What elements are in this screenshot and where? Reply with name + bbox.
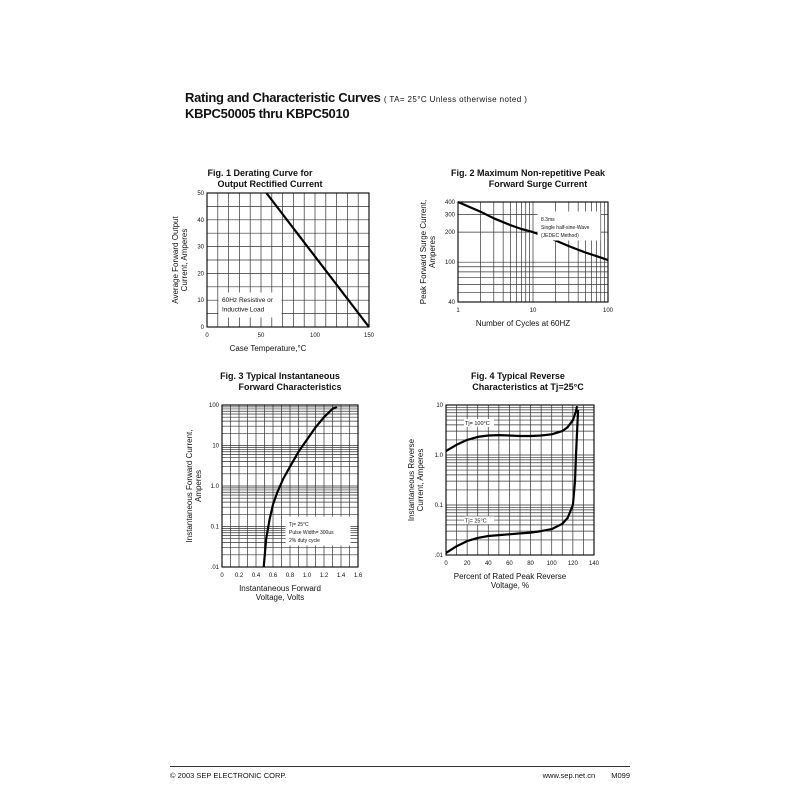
fig1-xtick-label-1: 50 [257,333,265,339]
fig3-xtick-label-5: 1.0 [302,573,312,579]
fig1-ytick-label-0: 0 [200,325,204,331]
header-title: Rating and Characteristic Curves [185,90,381,105]
fig3-ytick-label-2: 1.0 [210,484,219,490]
fig2-ytick-label-0: 40 [448,300,455,306]
fig3-annotation-line-2: 2% duty cycle [289,538,320,544]
page-footer [170,766,630,780]
fig4-title-line-1: Characteristics at Tj=25°C [472,382,584,392]
fig2-annotation-line-1: Single half-sine-Wave [541,225,590,231]
footer-right [529,771,630,780]
fig4-reverse-characteristics [400,363,630,613]
fig1-xlabel-0: Case Temperature,°C [229,344,307,353]
fig4-xtick-label-4: 80 [527,561,534,567]
footer-code: M099 [611,771,630,780]
fig2-xtick-label-0: 1 [456,308,460,314]
fig1-ytick-label-3: 30 [197,244,204,251]
fig2-svg [410,160,630,370]
fig2-ytick-label-3: 300 [444,212,455,219]
fig3-ytick-label-3: 10 [212,443,219,450]
fig4-xtick-label-0: 0 [444,561,448,567]
fig2-xlabel-0: Number of Cycles at 60HZ [475,319,571,328]
fig4-xtick-label-1: 20 [463,561,471,567]
fig4-xlabel-1: Voltage, % [490,581,530,590]
fig3-xtick-label-3: 0.6 [268,573,278,579]
fig4-xtick-label-3: 60 [506,561,513,567]
header-subtitle: KBPC50005 thru KBPC5010 [185,106,350,121]
fig1-title-line-1: Output Rectified Current [217,179,323,189]
fig2-ytick-label-1: 100 [444,260,455,267]
fig2-ytick-label-4: 400 [444,200,455,206]
fig3-xlabel-1: Voltage, Volts [255,593,305,602]
fig3-title-line-0: Fig. 3 Typical Instantaneous [220,371,340,381]
fig4-ylabel-1: Current, Amperes [416,448,425,512]
fig1-ytick-label-4: 40 [197,217,204,224]
fig4-ytick-label-1: 0.1 [434,503,443,509]
fig1-xtick-label-0: 0 [205,333,209,339]
fig3-xtick-label-6: 1.2 [319,573,329,579]
fig3-annotation-line-1: Pulse Width= 300us [289,530,334,536]
fig3-xlabel-0: Instantaneous Forward [239,584,321,593]
fig2-title-line-0: Fig. 2 Maximum Non-repetitive Peak [450,168,606,178]
fig1-ylabel-0: Average Forward Output [171,216,180,304]
fig4-ylabel-0: Instantaneous Reverse [407,438,416,522]
fig4-ytick-label-3: 10 [436,403,443,409]
fig2-xtick-label-1: 10 [529,308,537,314]
fig3-xtick-label-0: 0 [220,573,224,579]
fig1-svg [160,160,390,370]
fig1-xtick-label-2: 100 [309,333,321,339]
fig4-xtick-label-7: 140 [588,561,600,567]
fig4-title-line-0: Fig. 4 Typical Reverse [471,371,565,381]
fig4-xtick-label-2: 40 [484,561,492,567]
fig1-ytick-label-1: 10 [197,298,204,305]
fig2-annotation-line-0: 8.3ms [541,217,555,223]
fig3-ytick-label-0: .01 [210,565,219,571]
fig4-ytick-label-0: .01 [434,553,443,559]
fig4-xtick-label-6: 120 [567,561,578,567]
fig2-ylabel-0: Peak Forward Surge Current, [419,199,428,305]
fig1-ytick-label-5: 50 [197,191,204,197]
page-header [185,90,527,121]
fig2-title-line-1: Forward Surge Current [488,179,588,189]
fig3-xtick-label-7: 1.4 [336,573,346,579]
fig2-xtick-label-2: 100 [602,308,614,314]
fig2-ylabel-1: Amperes [428,235,437,269]
fig3-xtick-label-8: 1.6 [353,573,363,579]
fig1-xtick-label-3: 150 [363,333,375,339]
fig3-xtick-label-1: 0.2 [234,573,244,579]
fig4-svg [400,363,630,613]
fig3-title-line-1: Forward Characteristics [238,382,342,392]
fig1-title-line-0: Fig. 1 Derating Curve for [207,168,313,178]
fig4-series-label-0: Tj= 100°C [465,420,490,427]
header-condition: ( TA= 25°C Unless otherwise noted ) [383,95,528,104]
fig3-ylabel-0: Instantaneous Forward Current, [185,429,194,543]
fig4-xlabel-0: Percent of Rated Peak Reverse [453,572,567,581]
fig4-series-label-1: Tj= 25°C [465,518,487,525]
footer-website: www.sep.net.cn [542,771,596,780]
fig2-surge-current [410,160,630,370]
fig2-ytick-label-2: 200 [444,230,455,237]
fig3-xtick-label-2: 0.4 [251,573,261,579]
header-title-line [185,90,527,105]
fig3-annotation-line-0: Tj= 25°C [289,522,309,528]
fig1-annotation-line-1: Inductive Load [222,306,265,314]
fig4-ytick-label-2: 1.0 [434,453,443,459]
fig3-xtick-label-4: 0.8 [285,573,295,579]
fig1-ytick-label-2: 20 [197,271,204,278]
fig3-ytick-label-4: 100 [208,403,219,409]
footer-copyright: © 2003 SEP ELECTRONIC CORP. [170,771,287,780]
fig3-forward-characteristics [180,363,380,613]
fig4-xtick-label-5: 100 [546,561,557,567]
fig3-ylabel-1: Amperes [194,469,203,503]
fig3-ytick-label-1: 0.1 [210,524,219,531]
fig2-annotation-line-2: (JEDEC Method) [541,233,579,239]
fig1-annotation-line-0: 60Hz Resistive or [222,297,273,304]
fig1-derating-curve [160,160,390,370]
fig1-ylabel-1: Current, Amperes [180,228,189,292]
fig3-svg [180,363,380,613]
